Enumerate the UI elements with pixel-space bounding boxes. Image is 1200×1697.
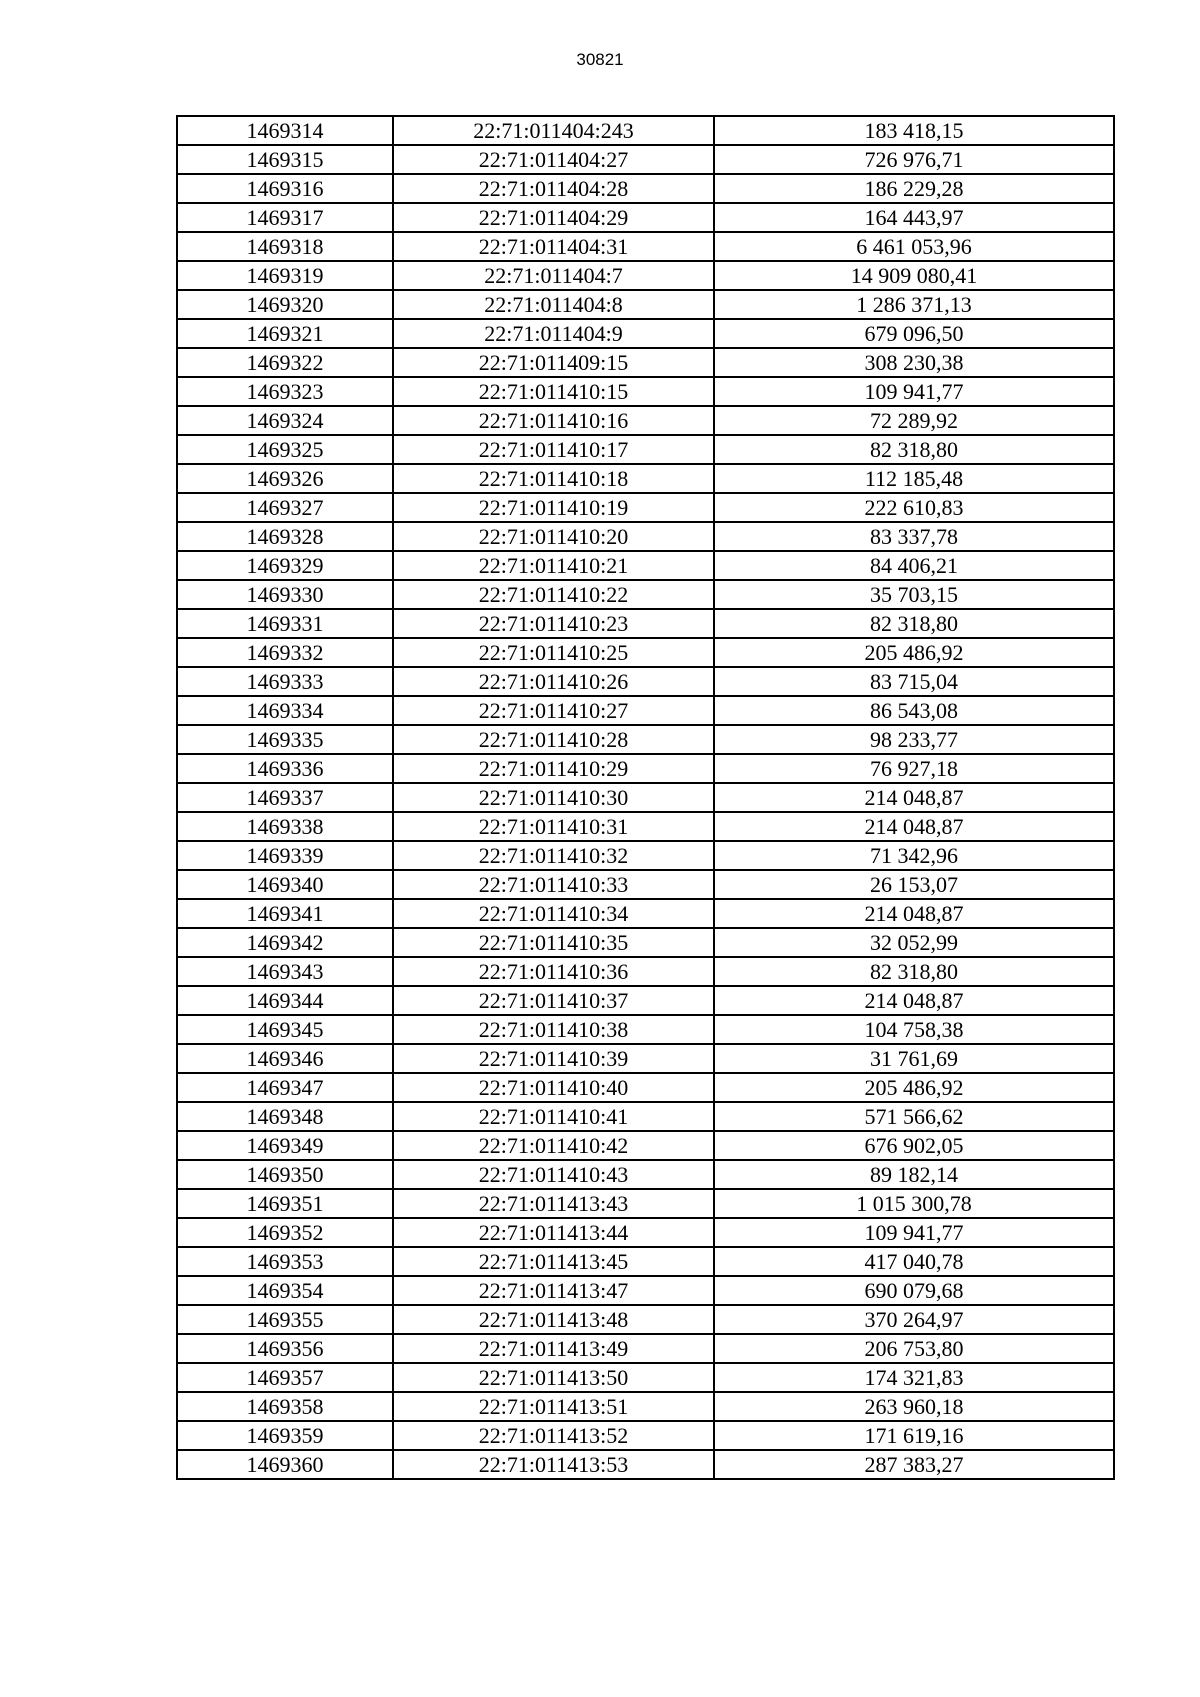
table-row <box>177 1131 1114 1160</box>
row-id-cell: 1469352 <box>177 1218 393 1247</box>
value-cell: 214 048,87 <box>714 812 1114 841</box>
cadastral-number-cell: 22:71:011410:35 <box>393 928 714 957</box>
cadastral-number-cell: 22:71:011410:23 <box>393 609 714 638</box>
table-row <box>177 261 1114 290</box>
value-cell: 72 289,92 <box>714 406 1114 435</box>
cadastral-number-cell: 22:71:011410:41 <box>393 1102 714 1131</box>
cadastral-number-cell: 22:71:011410:43 <box>393 1160 714 1189</box>
row-id-cell: 1469343 <box>177 957 393 986</box>
cadastral-number-cell: 22:71:011410:34 <box>393 899 714 928</box>
row-id-cell: 1469315 <box>177 145 393 174</box>
table-row <box>177 174 1114 203</box>
data-table <box>176 115 1115 1480</box>
row-id-cell: 1469341 <box>177 899 393 928</box>
cadastral-number-cell: 22:71:011410:42 <box>393 1131 714 1160</box>
value-cell: 83 715,04 <box>714 667 1114 696</box>
value-cell: 104 758,38 <box>714 1015 1114 1044</box>
table-row <box>177 1247 1114 1276</box>
value-cell: 98 233,77 <box>714 725 1114 754</box>
cadastral-number-cell: 22:71:011410:15 <box>393 377 714 406</box>
table-row <box>177 1421 1114 1450</box>
row-id-cell: 1469325 <box>177 435 393 464</box>
value-cell: 308 230,38 <box>714 348 1114 377</box>
cadastral-number-cell: 22:71:011413:44 <box>393 1218 714 1247</box>
table-row <box>177 377 1114 406</box>
cadastral-number-cell: 22:71:011410:28 <box>393 725 714 754</box>
row-id-cell: 1469326 <box>177 464 393 493</box>
value-cell: 214 048,87 <box>714 783 1114 812</box>
table-row <box>177 928 1114 957</box>
table-row <box>177 551 1114 580</box>
row-id-cell: 1469360 <box>177 1450 393 1479</box>
row-id-cell: 1469350 <box>177 1160 393 1189</box>
cadastral-number-cell: 22:71:011410:21 <box>393 551 714 580</box>
value-cell: 571 566,62 <box>714 1102 1114 1131</box>
cadastral-number-cell: 22:71:011410:37 <box>393 986 714 1015</box>
row-id-cell: 1469323 <box>177 377 393 406</box>
value-cell: 35 703,15 <box>714 580 1114 609</box>
cadastral-number-cell: 22:71:011410:30 <box>393 783 714 812</box>
row-id-cell: 1469331 <box>177 609 393 638</box>
value-cell: 183 418,15 <box>714 116 1114 145</box>
cadastral-number-cell: 22:71:011410:26 <box>393 667 714 696</box>
cadastral-number-cell: 22:71:011410:39 <box>393 1044 714 1073</box>
table-body <box>177 116 1114 1479</box>
value-cell: 76 927,18 <box>714 754 1114 783</box>
row-id-cell: 1469347 <box>177 1073 393 1102</box>
table-row <box>177 1392 1114 1421</box>
row-id-cell: 1469342 <box>177 928 393 957</box>
cadastral-number-cell: 22:71:011404:9 <box>393 319 714 348</box>
cadastral-number-cell: 22:71:011413:47 <box>393 1276 714 1305</box>
value-cell: 417 040,78 <box>714 1247 1114 1276</box>
value-cell: 109 941,77 <box>714 1218 1114 1247</box>
cadastral-number-cell: 22:71:011413:48 <box>393 1305 714 1334</box>
row-id-cell: 1469317 <box>177 203 393 232</box>
table-row <box>177 580 1114 609</box>
value-cell: 84 406,21 <box>714 551 1114 580</box>
table-row <box>177 1160 1114 1189</box>
table-row <box>177 696 1114 725</box>
value-cell: 174 321,83 <box>714 1363 1114 1392</box>
table-row <box>177 464 1114 493</box>
table-row <box>177 203 1114 232</box>
row-id-cell: 1469318 <box>177 232 393 261</box>
row-id-cell: 1469316 <box>177 174 393 203</box>
cadastral-number-cell: 22:71:011404:7 <box>393 261 714 290</box>
row-id-cell: 1469319 <box>177 261 393 290</box>
table-row <box>177 290 1114 319</box>
table-row <box>177 435 1114 464</box>
cadastral-number-cell: 22:71:011410:33 <box>393 870 714 899</box>
table-row <box>177 870 1114 899</box>
row-id-cell: 1469336 <box>177 754 393 783</box>
row-id-cell: 1469322 <box>177 348 393 377</box>
row-id-cell: 1469321 <box>177 319 393 348</box>
value-cell: 109 941,77 <box>714 377 1114 406</box>
cadastral-number-cell: 22:71:011410:19 <box>393 493 714 522</box>
table-row <box>177 899 1114 928</box>
table-row <box>177 841 1114 870</box>
row-id-cell: 1469344 <box>177 986 393 1015</box>
cadastral-number-cell: 22:71:011410:29 <box>393 754 714 783</box>
row-id-cell: 1469337 <box>177 783 393 812</box>
row-id-cell: 1469327 <box>177 493 393 522</box>
table-row <box>177 957 1114 986</box>
value-cell: 26 153,07 <box>714 870 1114 899</box>
row-id-cell: 1469357 <box>177 1363 393 1392</box>
cadastral-number-cell: 22:71:011410:38 <box>393 1015 714 1044</box>
table-row <box>177 1276 1114 1305</box>
cadastral-number-cell: 22:71:011413:43 <box>393 1189 714 1218</box>
table-row <box>177 1102 1114 1131</box>
value-cell: 726 976,71 <box>714 145 1114 174</box>
row-id-cell: 1469356 <box>177 1334 393 1363</box>
value-cell: 31 761,69 <box>714 1044 1114 1073</box>
value-cell: 82 318,80 <box>714 957 1114 986</box>
value-cell: 82 318,80 <box>714 435 1114 464</box>
table-row <box>177 638 1114 667</box>
value-cell: 214 048,87 <box>714 899 1114 928</box>
value-cell: 690 079,68 <box>714 1276 1114 1305</box>
table-row <box>177 116 1114 145</box>
row-id-cell: 1469355 <box>177 1305 393 1334</box>
cadastral-number-cell: 22:71:011410:18 <box>393 464 714 493</box>
value-cell: 86 543,08 <box>714 696 1114 725</box>
row-id-cell: 1469320 <box>177 290 393 319</box>
cadastral-number-cell: 22:71:011404:29 <box>393 203 714 232</box>
table-row <box>177 1363 1114 1392</box>
table-row <box>177 783 1114 812</box>
value-cell: 214 048,87 <box>714 986 1114 1015</box>
table-row <box>177 145 1114 174</box>
cadastral-number-cell: 22:71:011410:25 <box>393 638 714 667</box>
value-cell: 222 610,83 <box>714 493 1114 522</box>
row-id-cell: 1469314 <box>177 116 393 145</box>
value-cell: 164 443,97 <box>714 203 1114 232</box>
table-row <box>177 406 1114 435</box>
table-row <box>177 1218 1114 1247</box>
row-id-cell: 1469338 <box>177 812 393 841</box>
row-id-cell: 1469334 <box>177 696 393 725</box>
cadastral-number-cell: 22:71:011404:31 <box>393 232 714 261</box>
value-cell: 171 619,16 <box>714 1421 1114 1450</box>
cadastral-number-cell: 22:71:011413:51 <box>393 1392 714 1421</box>
table-row <box>177 1305 1114 1334</box>
table-row <box>177 348 1114 377</box>
value-cell: 206 753,80 <box>714 1334 1114 1363</box>
row-id-cell: 1469351 <box>177 1189 393 1218</box>
value-cell: 1 015 300,78 <box>714 1189 1114 1218</box>
row-id-cell: 1469345 <box>177 1015 393 1044</box>
row-id-cell: 1469346 <box>177 1044 393 1073</box>
row-id-cell: 1469340 <box>177 870 393 899</box>
value-cell: 112 185,48 <box>714 464 1114 493</box>
table-row <box>177 986 1114 1015</box>
table-row <box>177 609 1114 638</box>
table-row <box>177 1015 1114 1044</box>
value-cell: 6 461 053,96 <box>714 232 1114 261</box>
value-cell: 82 318,80 <box>714 609 1114 638</box>
value-cell: 370 264,97 <box>714 1305 1114 1334</box>
value-cell: 263 960,18 <box>714 1392 1114 1421</box>
row-id-cell: 1469335 <box>177 725 393 754</box>
cadastral-number-cell: 22:71:011413:49 <box>393 1334 714 1363</box>
table-row <box>177 812 1114 841</box>
cadastral-number-cell: 22:71:011410:31 <box>393 812 714 841</box>
table-row <box>177 319 1114 348</box>
table-row <box>177 754 1114 783</box>
cadastral-number-cell: 22:71:011404:28 <box>393 174 714 203</box>
value-cell: 1 286 371,13 <box>714 290 1114 319</box>
table-row <box>177 1189 1114 1218</box>
cadastral-number-cell: 22:71:011413:45 <box>393 1247 714 1276</box>
cadastral-number-cell: 22:71:011410:22 <box>393 580 714 609</box>
value-cell: 676 902,05 <box>714 1131 1114 1160</box>
cadastral-number-cell: 22:71:011404:243 <box>393 116 714 145</box>
row-id-cell: 1469358 <box>177 1392 393 1421</box>
row-id-cell: 1469332 <box>177 638 393 667</box>
cadastral-number-cell: 22:71:011413:53 <box>393 1450 714 1479</box>
page-number: 30821 <box>576 50 624 69</box>
table-row <box>177 493 1114 522</box>
value-cell: 14 909 080,41 <box>714 261 1114 290</box>
row-id-cell: 1469349 <box>177 1131 393 1160</box>
cadastral-number-cell: 22:71:011413:50 <box>393 1363 714 1392</box>
value-cell: 679 096,50 <box>714 319 1114 348</box>
cadastral-number-cell: 22:71:011404:27 <box>393 145 714 174</box>
value-cell: 71 342,96 <box>714 841 1114 870</box>
cadastral-number-cell: 22:71:011410:17 <box>393 435 714 464</box>
row-id-cell: 1469333 <box>177 667 393 696</box>
value-cell: 32 052,99 <box>714 928 1114 957</box>
value-cell: 89 182,14 <box>714 1160 1114 1189</box>
row-id-cell: 1469348 <box>177 1102 393 1131</box>
cadastral-number-cell: 22:71:011410:36 <box>393 957 714 986</box>
row-id-cell: 1469328 <box>177 522 393 551</box>
cadastral-number-cell: 22:71:011410:27 <box>393 696 714 725</box>
cadastral-number-cell: 22:71:011410:40 <box>393 1073 714 1102</box>
value-cell: 83 337,78 <box>714 522 1114 551</box>
row-id-cell: 1469330 <box>177 580 393 609</box>
cadastral-number-cell: 22:71:011410:32 <box>393 841 714 870</box>
value-cell: 205 486,92 <box>714 638 1114 667</box>
table-row <box>177 1450 1114 1479</box>
table-row <box>177 1073 1114 1102</box>
cadastral-number-cell: 22:71:011410:20 <box>393 522 714 551</box>
cadastral-number-cell: 22:71:011409:15 <box>393 348 714 377</box>
cadastral-number-cell: 22:71:011413:52 <box>393 1421 714 1450</box>
row-id-cell: 1469359 <box>177 1421 393 1450</box>
table-row <box>177 667 1114 696</box>
row-id-cell: 1469354 <box>177 1276 393 1305</box>
value-cell: 205 486,92 <box>714 1073 1114 1102</box>
table-row <box>177 1334 1114 1363</box>
table-row <box>177 232 1114 261</box>
table-row <box>177 1044 1114 1073</box>
cadastral-number-cell: 22:71:011410:16 <box>393 406 714 435</box>
table-row <box>177 725 1114 754</box>
cadastral-number-cell: 22:71:011404:8 <box>393 290 714 319</box>
row-id-cell: 1469324 <box>177 406 393 435</box>
row-id-cell: 1469339 <box>177 841 393 870</box>
value-cell: 287 383,27 <box>714 1450 1114 1479</box>
value-cell: 186 229,28 <box>714 174 1114 203</box>
table-row <box>177 522 1114 551</box>
row-id-cell: 1469329 <box>177 551 393 580</box>
row-id-cell: 1469353 <box>177 1247 393 1276</box>
